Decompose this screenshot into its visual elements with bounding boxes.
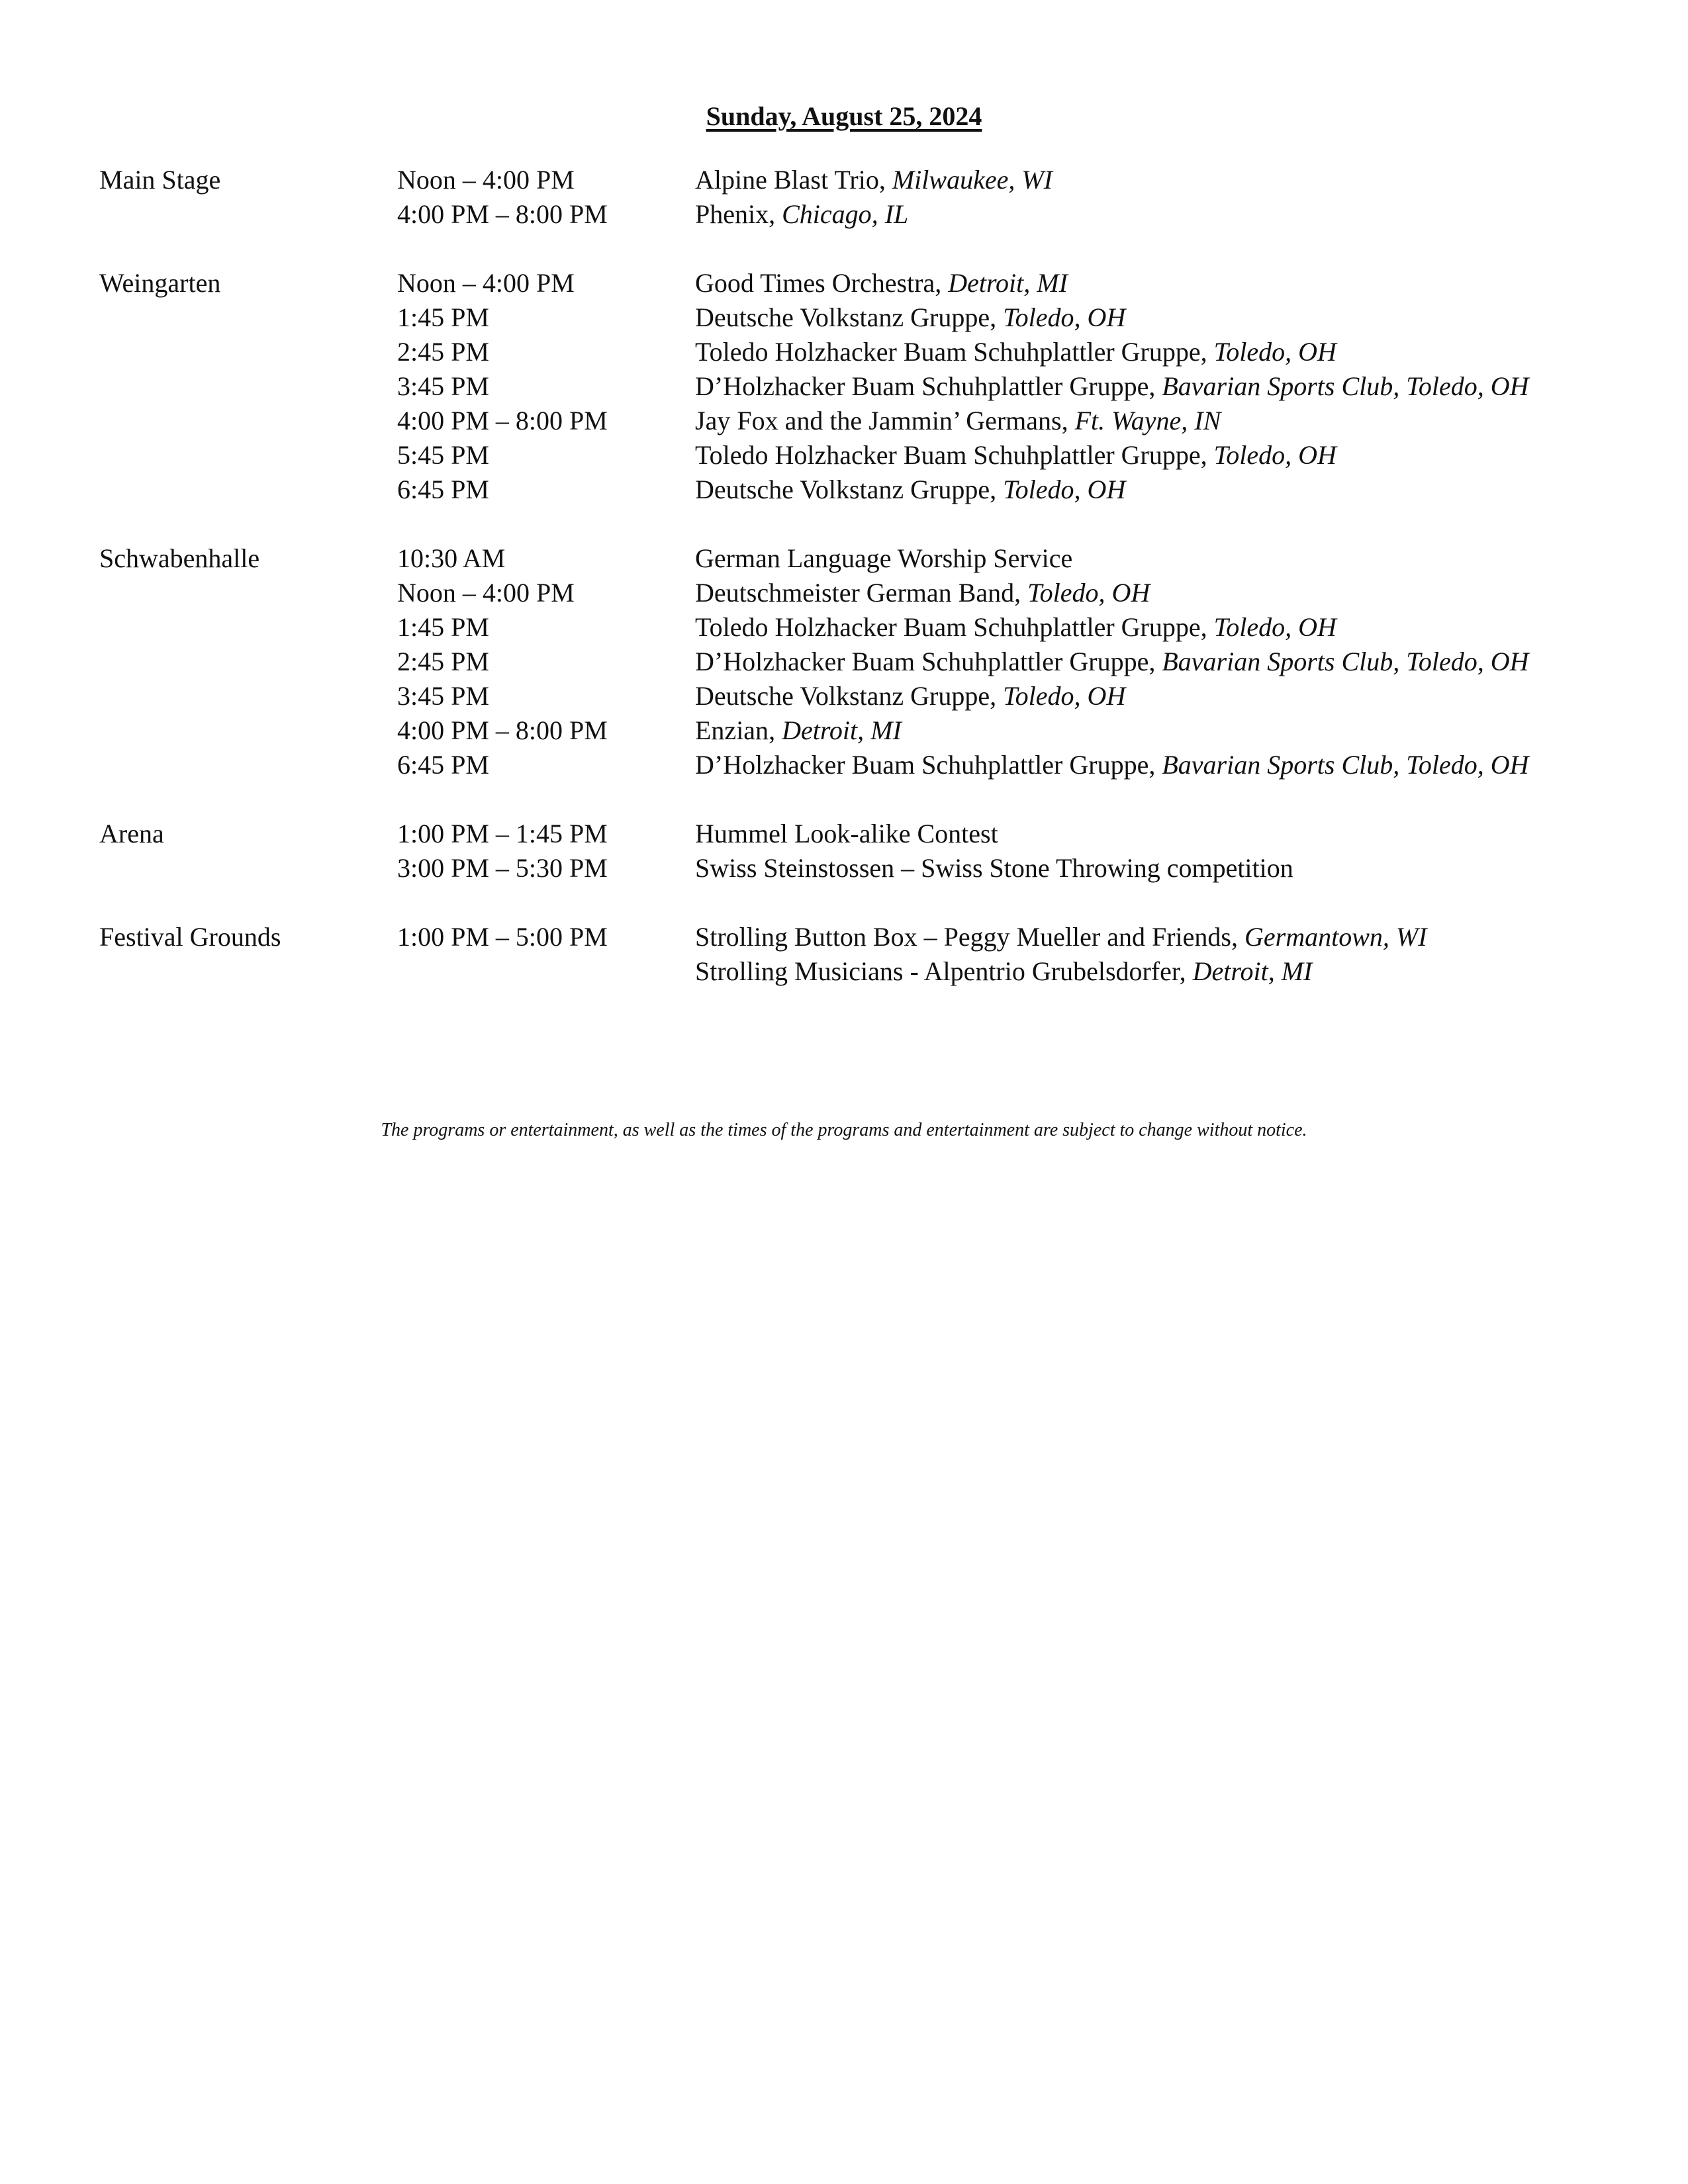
entry-act [695, 197, 1602, 232]
entry-time: 4:00 PM – 8:00 PM [397, 406, 608, 435]
entry-act [695, 335, 1602, 369]
entry-act [695, 266, 1602, 300]
schedule-entry [99, 610, 1602, 645]
venue-name [99, 300, 397, 335]
schedule-entry [99, 748, 1602, 782]
venue-name [99, 713, 397, 748]
entry-time: 2:45 PM [397, 647, 489, 676]
venue-name [99, 679, 397, 713]
entry-time [397, 954, 695, 989]
schedule-entry [99, 473, 1602, 507]
act-location: Toledo, OH [1213, 440, 1336, 470]
venue-name [99, 404, 397, 438]
entry-time: 3:45 PM [397, 681, 489, 711]
venue-name: Weingarten [99, 268, 221, 298]
act-name: Deutschmeister German Band [695, 578, 1015, 608]
venue-name [99, 645, 397, 679]
schedule-entry [99, 335, 1602, 369]
venue-name [99, 954, 397, 989]
act-name: Swiss Steinstossen – Swiss Stone Throwing competition [695, 853, 1293, 883]
act-location: Toledo, OH [1213, 612, 1336, 642]
act-location: Detroit, MI [1192, 956, 1313, 986]
schedule-entry [99, 920, 1602, 954]
entry-time: Noon – 4:00 PM [397, 268, 575, 298]
act-name: Deutsche Volkstanz Gruppe [695, 475, 990, 504]
act-separator: , [1149, 750, 1162, 780]
act-location: Bavarian Sports Club, Toledo, OH [1162, 647, 1529, 676]
schedule-entry [99, 817, 1602, 851]
entry-act [695, 369, 1602, 404]
venue-name [99, 438, 397, 473]
venue-block [99, 541, 1602, 782]
act-name: Good Times Orchestra [695, 268, 935, 298]
entry-act [695, 920, 1602, 954]
venue-block [99, 266, 1602, 507]
schedule-entry [99, 645, 1602, 679]
act-separator: , [1200, 612, 1214, 642]
entry-time: Noon – 4:00 PM [397, 578, 575, 608]
entry-time: 3:00 PM – 5:30 PM [397, 853, 608, 883]
act-name: D’Holzhacker Buam Schuhplattler Gruppe [695, 750, 1149, 780]
entry-time: 5:45 PM [397, 440, 489, 470]
act-location: Toledo, OH [1027, 578, 1150, 608]
act-separator: , [1231, 922, 1244, 952]
entry-time: 3:45 PM [397, 371, 489, 401]
act-separator: , [990, 475, 1004, 504]
schedule-entry [99, 576, 1602, 610]
venue-name: Schwabenhalle [99, 543, 260, 573]
venue-name [99, 610, 397, 645]
act-separator: , [1200, 440, 1214, 470]
schedule-entry [99, 404, 1602, 438]
act-separator: , [935, 268, 949, 298]
schedule-entry [99, 197, 1602, 232]
act-separator: , [990, 681, 1004, 711]
act-name: Enzian [695, 715, 769, 745]
act-location: Bavarian Sports Club, Toledo, OH [1162, 750, 1529, 780]
act-name: Strolling Musicians - Alpentrio Grubelsdorfer [695, 956, 1180, 986]
schedule-entry [99, 851, 1602, 886]
act-name: Deutsche Volkstanz Gruppe [695, 681, 990, 711]
entry-time: 1:45 PM [397, 302, 489, 332]
act-separator: , [1061, 406, 1075, 435]
page-title: Sunday, August 25, 2024 [706, 101, 982, 131]
act-location: Ft. Wayne, IN [1074, 406, 1221, 435]
act-name: Toledo Holzhacker Buam Schuhplattler Gruppe [695, 612, 1201, 642]
act-location: Bavarian Sports Club, Toledo, OH [1162, 371, 1529, 401]
act-name: D’Holzhacker Buam Schuhplattler Gruppe [695, 371, 1149, 401]
entry-act [695, 748, 1602, 782]
venue-block [99, 817, 1602, 886]
act-location: Toledo, OH [1213, 337, 1336, 367]
act-separator: , [769, 199, 782, 229]
act-location: Chicago, IL [782, 199, 909, 229]
venue-name [99, 473, 397, 507]
act-name: Toledo Holzhacker Buam Schuhplattler Gruppe [695, 337, 1201, 367]
entry-time: 1:45 PM [397, 612, 489, 642]
venue-name: Main Stage [99, 165, 221, 195]
schedule-entry [99, 954, 1602, 989]
entry-act [695, 300, 1602, 335]
entry-time: 4:00 PM – 8:00 PM [397, 199, 608, 229]
entry-act [695, 645, 1602, 679]
act-name: Toledo Holzhacker Buam Schuhplattler Gruppe [695, 440, 1201, 470]
act-name: D’Holzhacker Buam Schuhplattler Gruppe [695, 647, 1149, 676]
entry-time: 10:30 AM [397, 543, 506, 573]
act-separator: , [769, 715, 782, 745]
entry-act [695, 851, 1602, 886]
entry-time: 1:00 PM – 1:45 PM [397, 819, 608, 848]
act-location: Germantown, WI [1244, 922, 1427, 952]
act-name: Alpine Blast Trio [695, 165, 879, 195]
act-location: Toledo, OH [1003, 302, 1126, 332]
entry-time: 4:00 PM – 8:00 PM [397, 715, 608, 745]
act-separator: , [1014, 578, 1028, 608]
act-separator: , [1149, 371, 1162, 401]
venue-block [99, 920, 1602, 989]
entry-time: 1:00 PM – 5:00 PM [397, 922, 608, 952]
venue-name [99, 197, 397, 232]
act-location: Toledo, OH [1003, 681, 1126, 711]
schedule-entry [99, 369, 1602, 404]
schedule-entry [99, 163, 1602, 197]
act-name: Deutsche Volkstanz Gruppe [695, 302, 990, 332]
act-separator: , [990, 302, 1004, 332]
act-separator: , [1149, 647, 1162, 676]
act-location: Detroit, MI [948, 268, 1068, 298]
act-name: Hummel Look-alike Contest [695, 819, 998, 848]
venue-name: Festival Grounds [99, 922, 281, 952]
act-location: Detroit, MI [782, 715, 902, 745]
entry-act [695, 404, 1602, 438]
entry-time: 6:45 PM [397, 750, 489, 780]
entry-act [695, 954, 1602, 989]
entry-act [695, 163, 1602, 197]
venue-block [99, 163, 1602, 232]
schedule-entry [99, 541, 1602, 576]
venue-name [99, 748, 397, 782]
act-separator: , [878, 165, 892, 195]
act-separator: , [1200, 337, 1214, 367]
entry-act [695, 679, 1602, 713]
entry-act [695, 541, 1602, 576]
disclaimer: The programs or entertainment, as well as the times of the programs and entertainment are subject to change without notice. [381, 1120, 1307, 1140]
act-location: Milwaukee, WI [892, 165, 1053, 195]
act-name: Phenix [695, 199, 769, 229]
act-name: Strolling Button Box – Peggy Mueller and Friends [695, 922, 1231, 952]
entry-act [695, 576, 1602, 610]
entry-time: 6:45 PM [397, 475, 489, 504]
schedule-entry [99, 713, 1602, 748]
entry-act [695, 438, 1602, 473]
act-separator: , [1179, 956, 1193, 986]
venue-name [99, 851, 397, 886]
venue-name [99, 335, 397, 369]
schedule-entry [99, 679, 1602, 713]
schedule-entry [99, 438, 1602, 473]
venue-name: Arena [99, 819, 164, 848]
entry-act [695, 817, 1602, 851]
schedule-entry [99, 300, 1602, 335]
entry-act [695, 473, 1602, 507]
schedule-entry [99, 266, 1602, 300]
act-name: German Language Worship Service [695, 543, 1073, 573]
venue-name [99, 576, 397, 610]
entry-time: Noon – 4:00 PM [397, 165, 575, 195]
act-location: Toledo, OH [1003, 475, 1126, 504]
act-name: Jay Fox and the Jammin’ Germans [695, 406, 1062, 435]
entry-act [695, 713, 1602, 748]
schedule [99, 163, 1602, 1023]
venue-name [99, 369, 397, 404]
entry-time: 2:45 PM [397, 337, 489, 367]
entry-act [695, 610, 1602, 645]
